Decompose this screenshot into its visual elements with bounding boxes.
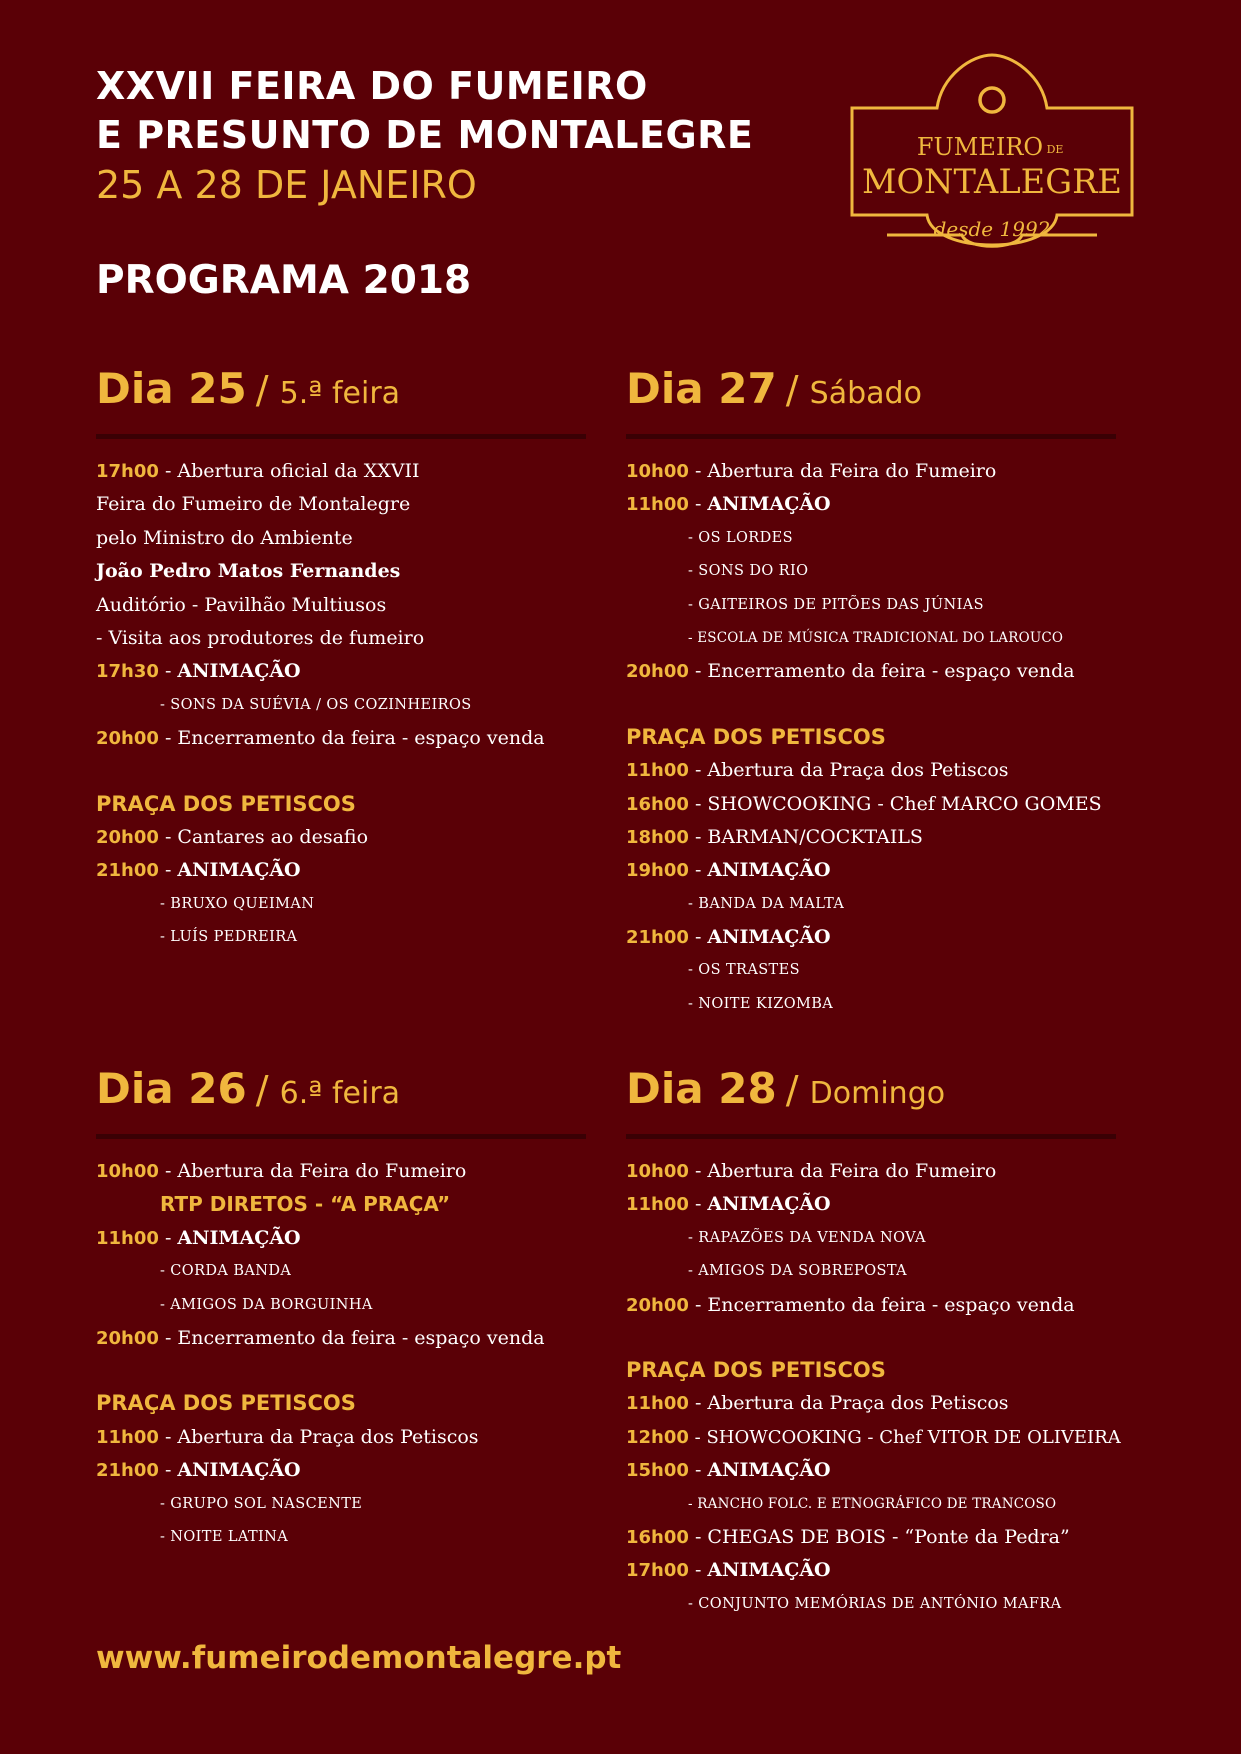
day-weekday: 5.ª feira (279, 376, 401, 411)
programa-heading: PROGRAMA 2018 (96, 258, 472, 303)
minister-name: João Pedro Matos Fernandes (96, 560, 401, 583)
time: 11h00 (626, 494, 689, 516)
schedule-item: 17h00 - ANIMAÇÃO (626, 1559, 831, 1582)
schedule-item (626, 1521, 1116, 1554)
schedule-item (626, 455, 1116, 488)
schedule-item (626, 1387, 1116, 1420)
schedule-item: Auditório - Pavilhão Multiusos (96, 593, 387, 616)
schedule-item: 11h00 - ANIMAÇÃO (626, 493, 831, 516)
time: 16h00 (626, 793, 689, 815)
performer: - BANDA DA MALTA (688, 895, 845, 912)
logo-line1-small: DE (1046, 143, 1064, 156)
day-weekday: Domingo (809, 1076, 946, 1111)
time: 20h00 (626, 1294, 689, 1316)
day-slash: / (255, 1068, 269, 1112)
event-text: - Abertura da Praça dos Petiscos (688, 1392, 1009, 1415)
section-title: PRAÇA DOS PETISCOS (96, 1391, 356, 1416)
event-text: ANIMAÇÃO (177, 1226, 301, 1249)
schedule-item (626, 655, 1116, 688)
event-text: - Abertura oficial da XXVII (158, 460, 420, 482)
event-text: ANIMAÇÃO (177, 660, 301, 683)
day-28-section (626, 1064, 1121, 1621)
performer: - RANCHO FOLC. E ETNOGRÁFICO DE TRANCOSO (688, 1495, 1057, 1512)
time: 19h00 (626, 860, 689, 882)
title-line-1: XXVII FEIRA DO FUMEIRO (96, 64, 648, 108)
logo-line1: FUMEIRO (916, 133, 1044, 161)
time: 21h00 (96, 1460, 159, 1482)
title-line-2: E PRESUNTO DE MONTALEGRE (96, 113, 754, 157)
event-text: ANIMAÇÃO (707, 926, 831, 949)
event-dates: 25 A 28 DE JANEIRO (96, 163, 477, 207)
section-title: PRAÇA DOS PETISCOS (96, 791, 356, 816)
day-26-section (96, 1064, 586, 1554)
schedule-item: 11h00 - ANIMAÇÃO (626, 1193, 831, 1216)
performer: - GAITEIROS DE PITÕES DAS JÚNIAS (688, 596, 984, 613)
performer: - SONS DA SUÉVIA / OS COZINHEIROS (160, 696, 472, 713)
divider (626, 1134, 1116, 1139)
schedule-item (626, 821, 1116, 854)
day-25-section (96, 364, 586, 954)
event-text: - Cantares ao desafio (158, 825, 369, 848)
performer: - NOITE LATINA (160, 1528, 289, 1545)
performer: - OS TRASTES (688, 962, 800, 979)
event-text: - Abertura da Feira do Fumeiro (158, 1160, 467, 1182)
schedule-item: 15h00 - ANIMAÇÃO (626, 1459, 831, 1482)
schedule-item (626, 788, 1116, 821)
day-27-section (626, 364, 1116, 1021)
time: 11h00 (96, 1426, 159, 1448)
event-text: ANIMAÇÃO (707, 859, 831, 882)
time: 20h00 (626, 661, 689, 683)
logo-line3: desde 1992 (933, 217, 1051, 241)
day-weekday: Sábado (809, 376, 922, 411)
schedule-item (96, 821, 586, 854)
schedule-item: 21h00 - ANIMAÇÃO (96, 1459, 301, 1482)
day-number: Dia 27 (626, 364, 777, 413)
logo-line2: MONTALEGRE (862, 162, 1122, 202)
performer: - AMIGOS DA BORGUINHA (160, 1296, 373, 1313)
day-28-heading (626, 1064, 1116, 1124)
time: 10h00 (626, 1161, 689, 1182)
event-text: - Encerramento da feira - espaço venda (688, 1293, 1075, 1316)
section-title: PRAÇA DOS PETISCOS (626, 1357, 886, 1382)
event-text: ANIMAÇÃO (177, 1459, 301, 1482)
time: 11h00 (626, 760, 689, 782)
day-slash: / (255, 368, 269, 412)
schedule-item: 11h00 - ANIMAÇÃO (96, 1226, 301, 1249)
performer: - SONS DO RIO (688, 563, 809, 580)
day-weekday: 6.ª feira (279, 1076, 401, 1111)
performer: - OS LORDES (688, 529, 793, 546)
performer: - AMIGOS DA SOBREPOSTA (688, 1263, 907, 1280)
schedule-item: pelo Ministro do Ambiente (96, 526, 353, 549)
day-25-heading (96, 364, 586, 424)
schedule-item: 17h30 - ANIMAÇÃO (96, 660, 301, 683)
day-number: Dia 26 (96, 1064, 247, 1113)
schedule-item: - Visita aos produtores de fumeiro (96, 626, 425, 649)
performer: - CORDA BANDA (160, 1263, 292, 1280)
website-link[interactable]: www.fumeirodemontalegre.pt (96, 1640, 622, 1676)
event-text: ANIMAÇÃO (707, 1559, 831, 1582)
time: 20h00 (96, 728, 159, 750)
day-number: Dia 25 (96, 364, 247, 413)
time: 17h30 (96, 661, 159, 683)
divider (626, 434, 1116, 439)
day-slash: / (785, 1068, 799, 1112)
schedule-item: Feira do Fumeiro de Montalegre (96, 493, 411, 516)
time: 10h00 (626, 461, 689, 482)
event-text: - Abertura da Praça dos Petiscos (158, 1425, 479, 1448)
day-slash: / (785, 368, 799, 412)
rtp-highlight: RTP DIRETOS - “A PRAÇA” (160, 1192, 451, 1217)
schedule-item (626, 1155, 1116, 1188)
divider (96, 434, 586, 439)
schedule-item (96, 455, 586, 488)
time: 12h00 (626, 1426, 689, 1448)
event-text: - SHOWCOOKING - Chef MARCO GOMES (688, 792, 1102, 815)
schedule-item: 19h00 - ANIMAÇÃO (626, 859, 831, 882)
performer: - LUÍS PEDREIRA (160, 929, 298, 946)
day-number: Dia 28 (626, 1064, 777, 1113)
time: 16h00 (626, 1526, 689, 1548)
time: 20h00 (96, 826, 159, 848)
time: 15h00 (626, 1460, 689, 1482)
time: 10h00 (96, 1161, 159, 1182)
logo-frame-icon (842, 50, 1142, 275)
event-text: - Abertura da Praça dos Petiscos (688, 759, 1009, 782)
time: 21h00 (626, 927, 689, 949)
event-text: - Encerramento da feira - espaço venda (158, 1326, 545, 1349)
schedule-item: 21h00 - ANIMAÇÃO (626, 926, 831, 949)
performer: - GRUPO SOL NASCENTE (160, 1495, 363, 1512)
schedule-item (626, 754, 1116, 787)
performer: - BRUXO QUEIMAN (160, 895, 315, 912)
event-text: - Encerramento da feira - espaço venda (158, 727, 545, 750)
event-text: ANIMAÇÃO (707, 1193, 831, 1216)
time: 11h00 (96, 1227, 159, 1249)
time: 11h00 (626, 1194, 689, 1216)
performer: - CONJUNTO MEMÓRIAS DE ANTÓNIO MAFRA (688, 1595, 1062, 1612)
performer: - RAPAZÕES DA VENDA NOVA (688, 1229, 926, 1246)
time: 18h00 (626, 826, 689, 848)
schedule-item (96, 1155, 586, 1188)
schedule-item (626, 1289, 1116, 1322)
schedule-item (626, 1421, 1121, 1454)
time: 20h00 (96, 1327, 159, 1349)
event-text: - SHOWCOOKING - Chef VITOR DE OLIVEIRA (688, 1426, 1121, 1448)
event-text: ANIMAÇÃO (707, 493, 831, 516)
schedule-item: 21h00 - ANIMAÇÃO (96, 859, 301, 882)
event-text: ANIMAÇÃO (707, 1459, 831, 1482)
event-text: - CHEGAS DE BOIS - “Ponte da Pedra” (688, 1525, 1070, 1548)
day-27-heading (626, 364, 1116, 424)
schedule-item (96, 1421, 586, 1454)
section-title: PRAÇA DOS PETISCOS (626, 724, 886, 749)
time: 21h00 (96, 860, 159, 882)
fumeiro-logo (842, 50, 1142, 275)
event-text: - Encerramento da feira - espaço venda (688, 660, 1075, 683)
event-text: - Abertura da Feira do Fumeiro (688, 460, 997, 482)
time: 11h00 (626, 1393, 689, 1415)
event-text: - BARMAN/COCKTAILS (688, 825, 923, 848)
performer: - ESCOLA DE MÚSICA TRADICIONAL DO LAROUCO (688, 629, 1064, 646)
event-text: - Abertura da Feira do Fumeiro (688, 1160, 997, 1182)
header (96, 62, 753, 210)
event-text: ANIMAÇÃO (177, 859, 301, 882)
divider (96, 1134, 586, 1139)
schedule-item (96, 1322, 586, 1355)
time: 17h00 (96, 461, 159, 482)
time: 17h00 (626, 1560, 689, 1582)
schedule-item (96, 722, 586, 755)
day-26-heading (96, 1064, 586, 1124)
performer: - NOITE KIZOMBA (688, 995, 834, 1012)
